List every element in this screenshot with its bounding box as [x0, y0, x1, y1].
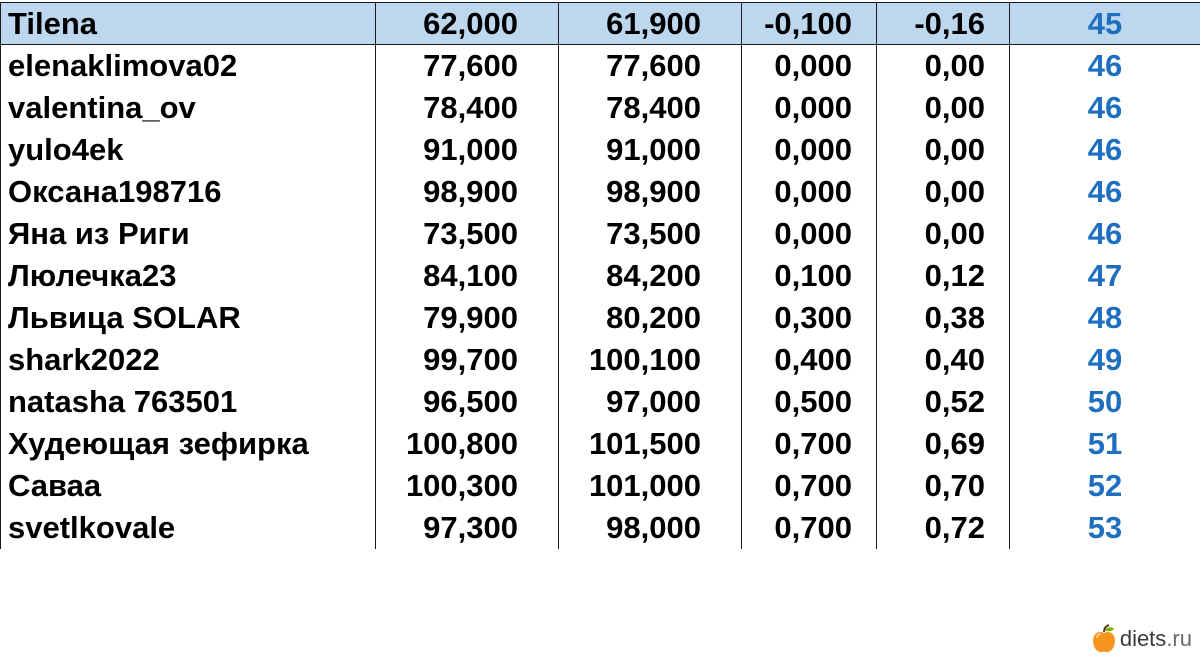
- table-body: [1, 3, 1200, 549]
- watermark-text: [1120, 626, 1192, 652]
- rank-cell: 48: [1010, 297, 1200, 339]
- rank-cell: 47: [1010, 255, 1200, 297]
- start-weight-cell: 98,900: [376, 171, 559, 213]
- start-weight-cell: 100,800: [376, 423, 559, 465]
- change-percent-cell: 0,38: [877, 297, 1010, 339]
- change-percent-cell: 0,00: [877, 213, 1010, 255]
- table-row: [1, 171, 1200, 213]
- participant-name: Львица SOLAR: [1, 297, 376, 339]
- start-weight-cell: 97,300: [376, 507, 559, 549]
- table-row: [1, 381, 1200, 423]
- change-kg-cell: 0,000: [742, 45, 877, 87]
- change-percent-cell: 0,12: [877, 255, 1010, 297]
- participant-name: Люлечка23: [1, 255, 376, 297]
- current-weight-cell: 98,900: [559, 171, 742, 213]
- start-weight-cell: 91,000: [376, 129, 559, 171]
- table-row: [1, 339, 1200, 381]
- participant-name: Tilena: [1, 3, 376, 45]
- rank-cell: 46: [1010, 171, 1200, 213]
- table-row: [1, 297, 1200, 339]
- change-percent-cell: 0,00: [877, 45, 1010, 87]
- rank-cell: 46: [1010, 87, 1200, 129]
- change-kg-cell: 0,700: [742, 423, 877, 465]
- current-weight-cell: 97,000: [559, 381, 742, 423]
- change-percent-cell: 0,72: [877, 507, 1010, 549]
- table-row: [1, 255, 1200, 297]
- rank-cell: 53: [1010, 507, 1200, 549]
- change-kg-cell: 0,000: [742, 87, 877, 129]
- rank-cell: 51: [1010, 423, 1200, 465]
- start-weight-cell: 78,400: [376, 87, 559, 129]
- change-kg-cell: 0,000: [742, 129, 877, 171]
- table-row: [1, 423, 1200, 465]
- rank-cell: 49: [1010, 339, 1200, 381]
- rank-cell: 45: [1010, 3, 1200, 45]
- change-kg-cell: 0,700: [742, 507, 877, 549]
- change-percent-cell: 0,00: [877, 129, 1010, 171]
- participant-name: Худеющая зефирка: [1, 423, 376, 465]
- current-weight-cell: 101,000: [559, 465, 742, 507]
- change-kg-cell: 0,500: [742, 381, 877, 423]
- participant-name: Оксана198716: [1, 171, 376, 213]
- table-row: [1, 213, 1200, 255]
- start-weight-cell: 79,900: [376, 297, 559, 339]
- apple-icon: [1091, 624, 1117, 654]
- watermark: [1091, 624, 1192, 654]
- cropped-top-edge: [0, 0, 1200, 2]
- change-percent-cell: 0,69: [877, 423, 1010, 465]
- current-weight-cell: 84,200: [559, 255, 742, 297]
- change-kg-cell: 0,700: [742, 465, 877, 507]
- participant-name: Саваа: [1, 465, 376, 507]
- change-percent-cell: 0,00: [877, 171, 1010, 213]
- change-kg-cell: -0,100: [742, 3, 877, 45]
- start-weight-cell: 73,500: [376, 213, 559, 255]
- current-weight-cell: 80,200: [559, 297, 742, 339]
- watermark-brand: diets: [1119, 626, 1167, 651]
- current-weight-cell: 100,100: [559, 339, 742, 381]
- participant-name: Яна из Риги: [1, 213, 376, 255]
- weight-table: [0, 2, 1200, 549]
- change-kg-cell: 0,100: [742, 255, 877, 297]
- current-weight-cell: 98,000: [559, 507, 742, 549]
- participant-name: elenaklimova02: [1, 45, 376, 87]
- change-kg-cell: 0,000: [742, 213, 877, 255]
- change-percent-cell: 0,70: [877, 465, 1010, 507]
- current-weight-cell: 101,500: [559, 423, 742, 465]
- change-percent-cell: 0,00: [877, 87, 1010, 129]
- table-row: [1, 87, 1200, 129]
- current-weight-cell: 73,500: [559, 213, 742, 255]
- rank-cell: 46: [1010, 129, 1200, 171]
- participant-name: yulo4ek: [1, 129, 376, 171]
- change-kg-cell: 0,400: [742, 339, 877, 381]
- start-weight-cell: 62,000: [376, 3, 559, 45]
- current-weight-cell: 91,000: [559, 129, 742, 171]
- participant-name: valentina_ov: [1, 87, 376, 129]
- start-weight-cell: 77,600: [376, 45, 559, 87]
- change-kg-cell: 0,300: [742, 297, 877, 339]
- participant-name: shark2022: [1, 339, 376, 381]
- current-weight-cell: 61,900: [559, 3, 742, 45]
- table-row: [1, 45, 1200, 87]
- start-weight-cell: 99,700: [376, 339, 559, 381]
- change-percent-cell: 0,40: [877, 339, 1010, 381]
- rank-cell: 46: [1010, 45, 1200, 87]
- rank-cell: 50: [1010, 381, 1200, 423]
- rank-cell: 52: [1010, 465, 1200, 507]
- participant-name: natasha 763501: [1, 381, 376, 423]
- table-row: [1, 3, 1200, 45]
- current-weight-cell: 78,400: [559, 87, 742, 129]
- change-percent-cell: 0,52: [877, 381, 1010, 423]
- rank-cell: 46: [1010, 213, 1200, 255]
- table-row: [1, 129, 1200, 171]
- current-weight-cell: 77,600: [559, 45, 742, 87]
- start-weight-cell: 84,100: [376, 255, 559, 297]
- change-percent-cell: -0,16: [877, 3, 1010, 45]
- table-row: [1, 507, 1200, 549]
- participant-name: svetlkovale: [1, 507, 376, 549]
- start-weight-cell: 96,500: [376, 381, 559, 423]
- change-kg-cell: 0,000: [742, 171, 877, 213]
- start-weight-cell: 100,300: [376, 465, 559, 507]
- table-row: [1, 465, 1200, 507]
- watermark-tld: .ru: [1166, 626, 1192, 651]
